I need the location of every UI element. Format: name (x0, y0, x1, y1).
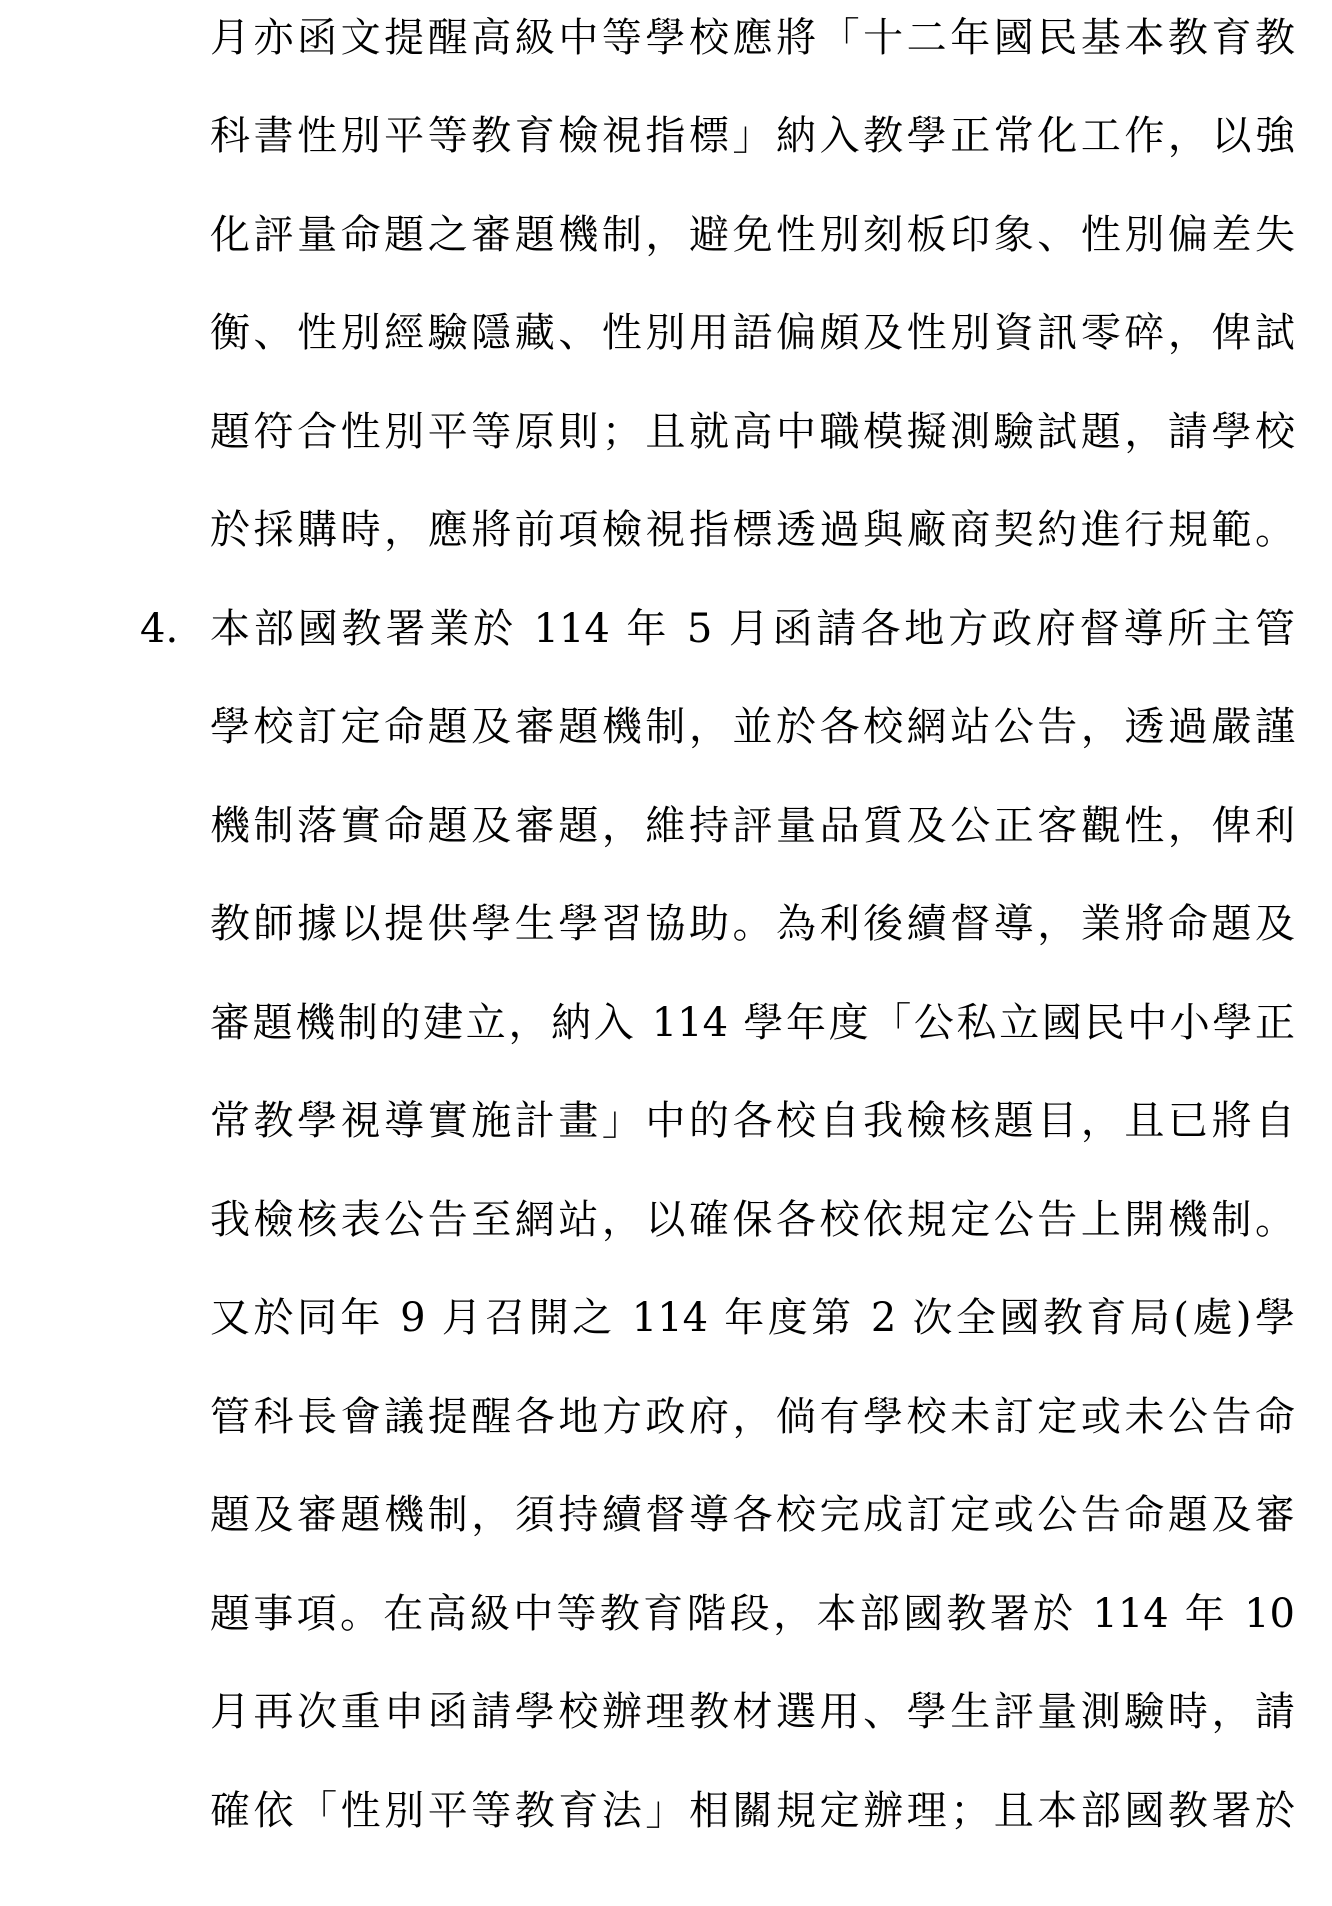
list-item-marker: 4. (140, 606, 179, 652)
text-line-15: 管科長會議提醒各地方政府，倘有學校未訂定或未公告命 (210, 1394, 1295, 1440)
text-line-17: 題事項。在高級中等教育階段，本部國教署於 114 年 10 (210, 1591, 1295, 1637)
text-line-10: 教師據以提供學生學習協助。為利後續督導，業將命題及 (210, 901, 1295, 947)
text-line-9: 機制落實命題及審題，維持評量品質及公正客觀性，俾利 (210, 803, 1295, 849)
text-line-16: 題及審題機制，須持續督導各校完成訂定或公告命題及審 (210, 1492, 1295, 1538)
text-line-18: 月再次重申函請學校辦理教材選用、學生評量測驗時，請 (210, 1689, 1295, 1735)
text-line-2: 科書性別平等教育檢視指標」納入教學正常化工作，以強 (210, 113, 1295, 159)
text-line-7: 本部國教署業於 114 年 5 月函請各地方政府督導所主管 (210, 606, 1295, 652)
text-line-19: 確依「性別平等教育法」相關規定辦理；且本部國教署於 (210, 1788, 1295, 1834)
text-line-8: 學校訂定命題及審題機制，並於各校網站公告，透過嚴謹 (210, 704, 1295, 750)
text-line-14: 又於同年 9 月召開之 114 年度第 2 次全國教育局(處)學 (210, 1295, 1295, 1341)
text-line-6: 於採購時，應將前項檢視指標透過與廠商契約進行規範。 (210, 507, 1295, 553)
text-line-3: 化評量命題之審題機制，避免性別刻板印象、性別偏差失 (210, 212, 1295, 258)
text-line-1: 月亦函文提醒高級中等學校應將「十二年國民基本教育教 (210, 15, 1295, 61)
text-line-5: 題符合性別平等原則；且就高中職模擬測驗試題，請學校 (210, 409, 1295, 455)
text-line-12: 常教學視導實施計畫」中的各校自我檢核題目，且已將自 (210, 1098, 1295, 1144)
text-line-4: 衡、性別經驗隱藏、性別用語偏頗及性別資訊零碎，俾試 (210, 310, 1295, 356)
text-line-13: 我檢核表公告至網站，以確保各校依規定公告上開機制。 (210, 1197, 1295, 1243)
text-line-11: 審題機制的建立，納入 114 學年度「公私立國民中小學正 (210, 1000, 1295, 1046)
